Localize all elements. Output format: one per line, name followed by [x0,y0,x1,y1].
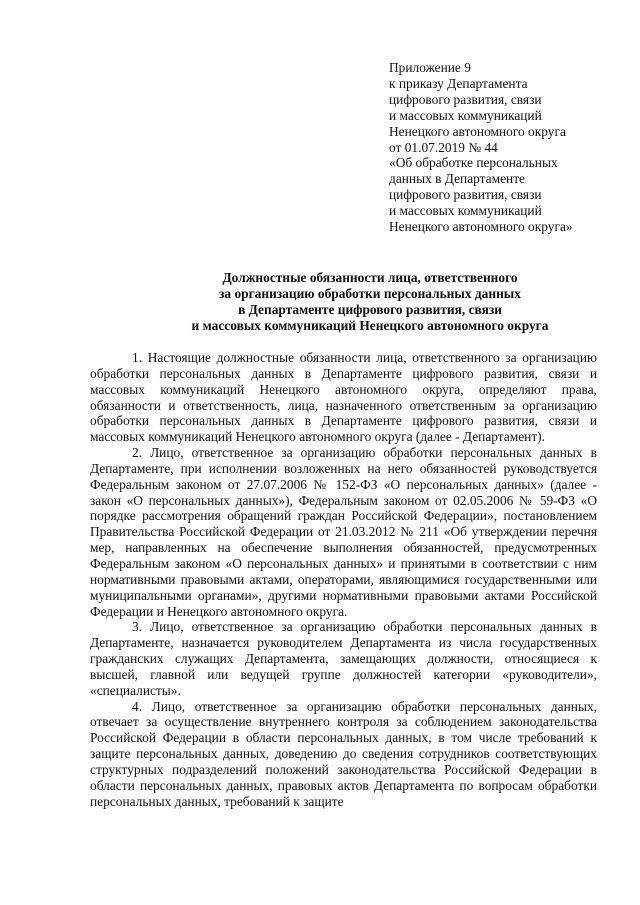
appendix-line: от 01.07.2019 № 44 [389,139,498,155]
paragraph-1: 1. Настоящие должностные обязанности лица, ответственного за организацию обработки персональных данных в Департаменте цифрового развития, связи и массовых коммуникаций Ненецкого автономного округа, определяют права, обязанности и ответственность, лица, назначенного ответственным за организацию обработки персональных данных в Департаменте цифрового развития, связи и массовых коммуникаций Ненецкого автономного округа (далее - Департамент). [90,350,597,445]
title-line: в Департаменте цифрового развития, связи [238,302,502,317]
paragraph-3: 3. Лицо, ответственное за организацию обработки персональных данных в Департаменте, назначается руководителем Департамента из числа государственных гражданских служащих Департамента, замещающих должности, относящиеся к высшей, главной или ведущей группе должностей категории «руководители», «специалисты». [90,619,597,698]
title-line: Должностные обязанности лица, ответственного [222,270,518,285]
appendix-header [389,60,629,235]
appendix-line: Ненецкого автономного округа [389,123,566,139]
title-line: и массовых коммуникаций Ненецкого автономного округа [191,318,549,333]
paragraph-4: 4. Лицо, ответственное за организацию обработки персональных данных, отвечает за осуществление внутреннего контроля за соблюдением законодательства Российской Федерации в области персональных данных, в том числе требований к защите персональных данных, доведению до сведения сотрудников соответствующих структурных подразделений положений законодательства Российской Федерации в области персональных данных, правовых актов Департамента по вопросам обработки персональных данных, требований к защите [90,698,597,809]
appendix-line: Ненецкого автономного округа» [389,219,573,235]
appendix-line: и массовых коммуникаций [389,107,542,123]
appendix-line: и массовых коммуникаций [389,203,542,219]
appendix-line: к приказу Департамента [389,75,528,91]
paragraph-2: 2. Лицо, ответственное за организацию обработки персональных данных в Департаменте, при исполнении возложенных на него обязанностей руководствуется Федеральным законом от 27.07.2006 № 152-ФЗ «О персональных данных» (далее - закон «О персональных данных»), Федеральным законом от 02.05.2006 № 59-ФЗ «О порядке рассмотрения обращений граждан Российской Федерации», постановлением Правительства Российской Федерации от 21.03.2012 № 211 «Об утверждении перечня мер, направленных на обеспечение выполнения обязанностей, предусмотренных Федеральным законом «О персональных данных» и принятыми в соответствии с ним нормативными правовыми актами, операторами, являющимися государственными или муниципальными органами», другими нормативными правовыми актами Российской Федерации и Ненецкого автономного округа. [90,445,597,619]
document-body [90,350,597,809]
appendix-line: данных в Департаменте [389,171,526,187]
appendix-line: цифрового развития, связи [389,91,542,107]
appendix-line: Приложение 9 [389,60,471,75]
appendix-line: цифрового развития, связи [389,187,542,203]
document-title [130,270,610,334]
appendix-line: «Об обработке персональных [389,155,558,171]
title-line: за организацию обработки персональных данных [219,286,521,301]
